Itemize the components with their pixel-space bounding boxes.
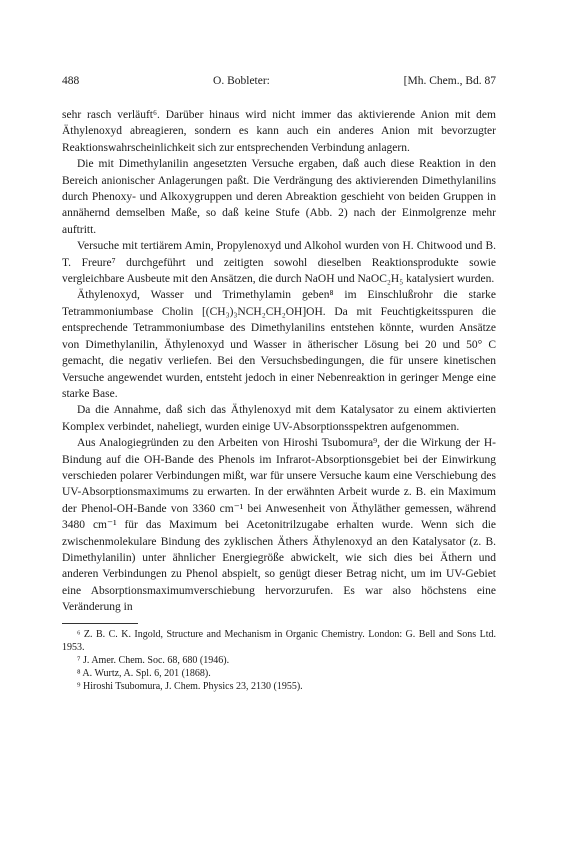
body-text — [62, 107, 496, 616]
paragraph-4: Äthylenoxyd, Wasser und Trimethylamin geben⁸ im Einschlußrohr die starke Tetrammoniumbase Cholin [(CH₃)₃NCH₂CH₂OH]OH. Da mit Feuchtigkeitsspuren die entsprechende Tetrammoniumbase des Dimethylanilins entstehen könnte, wurden Ansätze von Dimethylanilin, Äthylenoxyd und Wasser in ätherischer Lösung bei 20 und 50° C gemacht, die negativ verliefen. Bei den Versuchsbedingungen, die für unsere kinetischen Versuche angewendet wurden, entsteht jedoch in einer Nebenreaktion in geringer Menge eine starke Base. — [62, 289, 496, 400]
journal-reference: [Mh. Chem., Bd. 87 — [403, 75, 496, 87]
paragraph-3: Versuche mit tertiärem Amin, Propylenoxyd und Alkohol wurden von H. Chitwood und B. T. Freure⁷ durchgeführt und zeitigten sowohl dieselben Reaktionsprodukte sowie vergleichbare Ausbeute mit den Ansätzen, die durch NaOH und NaOC₂H₅ katalysiert wurden. — [62, 240, 496, 286]
footnote-8: ⁸ A. Wurtz, A. Spl. 6, 201 (1868). — [77, 667, 211, 679]
footnote-9: ⁹ Hiroshi Tsubomura, J. Chem. Physics 23, 2130 (1955). — [77, 680, 303, 692]
running-author: O. Bobleter: — [213, 75, 270, 87]
footnote-rule — [62, 623, 138, 624]
footnote-6: ⁶ Z. B. C. K. Ingold, Structure and Mechanism in Organic Chemistry. London: G. Bell and Sons Ltd. 1953. — [62, 628, 496, 653]
page — [62, 74, 496, 693]
running-header — [62, 74, 496, 88]
paragraph-2: Die mit Dimethylanilin angesetzten Versuche ergaben, daß auch diese Reaktion in den Bereich anionischer Anlagerungen paßt. Die Verdrängung des aktivierenden Dimethylanilins durch Phenoxy- und Alkoxygruppen und deren Abreaktion geschieht von beiden Gruppen in annähernd demselben Maße, so daß keine Stufe (Abb. 2) nach der Einmolgrenze mehr auftritt. — [62, 158, 496, 236]
paragraph-1: sehr rasch verläuft⁶. Darüber hinaus wird nicht immer das aktivierende Anion mit dem Äthylenoxyd abreagieren, sondern es kann auch ein anderes Anion mit bevorzugter Reaktionswahrscheinlichkeit sich zur entsprechenden Verbindung anlagern. — [62, 109, 496, 154]
paragraph-6: Aus Analogiegründen zu den Arbeiten von Hiroshi Tsubomura⁹, der die Wirkung der H-Bindung auf die OH-Bande des Phenols im Infrarot-Absorptionsgebiet bei der Einwirkung verschieden polarer Verbindungen mißt, war für unsere Versuche kaum eine Verschiebung des UV-Absorptionsmaximums zu erwarten. In der erwähnten Arbeit wurde z. B. ein Maximum der Phenol-OH-Bande von 3360 cm⁻¹ bei Anwesenheit von Äthyläther gemessen, während 3480 cm⁻¹ für das Maximum bei Acetonitrilzugabe erhalten wurde. Wenn sich die zwischenmolekulare Bindung des zyklischen Äthers Äthylenoxyd an den Katalysator (z. B. Dimethylanilin) unter ähnlicher Energiegröße abwickelt, wie sich dies bei Äthern und anderen Verbindungen zu Phenol abspielt, so genügt dieser Betrag nicht, um im UV-Gebiet eine Absorptionsmaximumverschiebung hervorzurufen. Es war also höchstens eine Veränderung in — [62, 437, 496, 614]
page-number: 488 — [62, 75, 80, 87]
footnote-7: ⁷ J. Amer. Chem. Soc. 68, 680 (1946). — [77, 654, 230, 666]
footnotes — [62, 628, 496, 693]
paragraph-5: Da die Annahme, daß sich das Äthylenoxyd mit dem Katalysator zu einem aktivierten Komplex verbindet, naheliegt, wurden einige UV-Absorptionsspektren aufgenommen. — [62, 404, 496, 433]
